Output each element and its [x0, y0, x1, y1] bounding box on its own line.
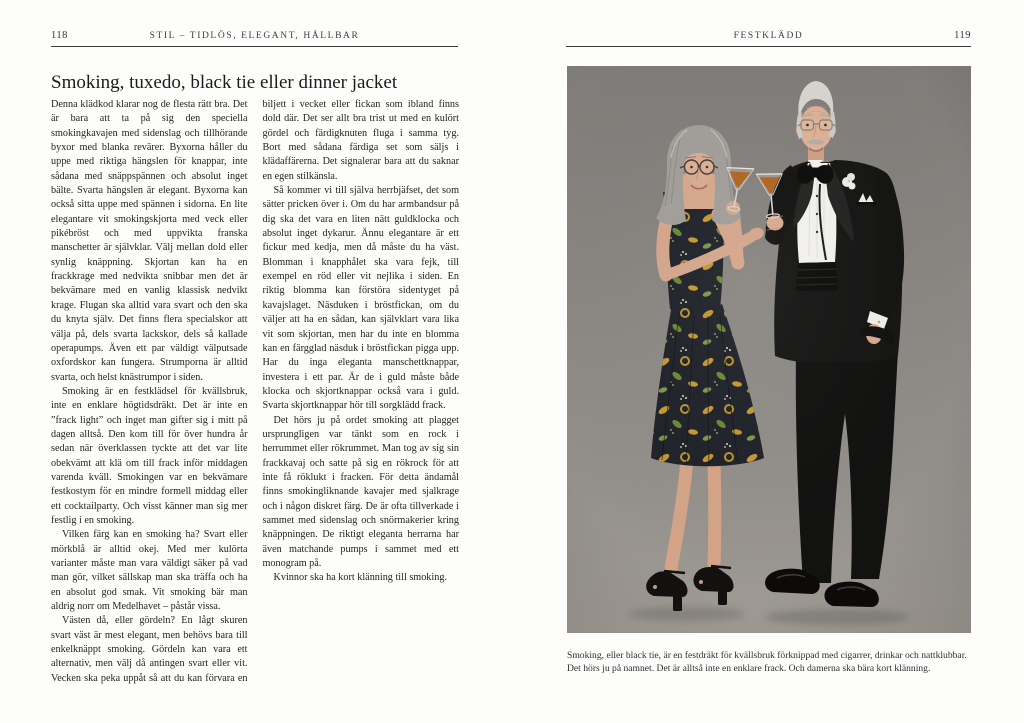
right-header-rule [566, 46, 971, 47]
article-columns [51, 98, 459, 700]
left-running-header: STIL – TIDLÖS, ELEGANT, HÅLLBAR [149, 31, 360, 41]
photo-vignette [567, 66, 971, 633]
right-page-number: 119 [954, 30, 971, 41]
body-paragraph: Vilken färg kan en smoking ha? Svart eller mörkblå är alltid okej. Med mer kulörta varianter måste man vara väldigt säker på vad man gör, vilket sällskap man ska träffa och ha en absolut god smak. Vit smoking bär man aldrig norr om Medelhavet – påstår vissa. [51, 529, 248, 613]
body-paragraph: Denna klädkod klarar nog de flesta rätt bra. Det är bara att ta på sig den speciella smokingkavajen med sidenslag och tillhörande byxor med blanka revärer. Byxorna håller du uppe med riktiga hängslen för knappar, inte sådana med snäppspännen och absolut inget bälte. Svarta hängslen är elegant. Byxorna kan också sitta uppe med spännen i sidorna. En lite elegantare vit smokingskjorta med veck eller pikébröst och med uppvikta franska manschetter är självklar. Välj mellan dold eller synlig knäppning. Skjortan kan ha en frackkrage med nedvikta snibbar men det är bekvämare med en vanlig klassisk nedvikt krage. Flugan ska alltid vara svart och den ska du knyta själv. Det finns flera specialskor att välja på, dels svarta lackskor, dels så kallade operapumps. Även ett par väldigt välputsade oxfordskor kan fungera. Strumporna är alltid svarta, och helst knästrumpor i siden. [51, 99, 248, 383]
body-paragraph: Smoking är en festklädsel för kvällsbruk, inte en enklare högtidsdräkt. Det är inte en ”frack light” och inget man gifter sig i mitt på dagen alltså. Den kom till för över hundra år sedan när överklassen tyckte att det var lite obekvämt att klä om till frack inför middagen varenda kväll. Smokingen var en bekvämare festkostym för en mindre formell middag eller ett cocktailparty. Och visst känner man sig mer festlig i en smoking. [51, 385, 248, 526]
body-paragraph: Kvinnor ska ha kort klänning till smoking. [273, 572, 447, 584]
body-paragraph: Så kommer vi till själva herrbjäfset, det som sätter pricken över i. Om du har armbandsur på dig ska det vara en liten nätt guldklocka och absolut inget dykarur. Ännu elegantare är ett fickur med kedja, men då måste du ha väst. Blomman i knapphålet ska vara fejk, till exempel en röd eller vit nejlika i siden. En riktig blomma kan förstöra sidentyget på kavajslaget. Näsduken i bröstfickan, om du väljer att ha en sådan, kan självklart vara lika vit som skjortan, men har du inte en blomma kan en färgglad näsduk i bröstfickan pigga upp. Har du inga eleganta manschettknappar, investera i ett par. Är de i guld måste både klocka och skjortknappar också vara i guld. Svarta skjortknappar hör till sorgklädd frack. [262, 185, 459, 412]
body-paragraph: Västen då, eller gördeln? En lågt skuren svart väst är mest elegant, men behövs bara till enkelknäppt smoking. Gördeln kan vara ett alternativ, men välj då antingen svart eller vit. Vecken ska peka uppåt så att du kan förvara en biljett i vecket eller fickan som ibland finns dold där. Det ser allt bra trist ut med en kulört gördel och färdigknuten fluga i samma tyg. Bort med sådana färdiga set som säljs i klädaffärerna. Det signalerar bara att du saknar en egen stilkänsla. [51, 99, 459, 684]
photo-caption: Smoking, eller black tie, är en festdräkt för kvällsbruk förknippad med cigarrer, drinkar och nattklubbar. Det hörs ju på namnet. Det är alltså inte en enklare frack. Och damerna ska bära kort klänning. [567, 649, 967, 674]
body-paragraph: Det hörs ju på ordet smoking att plagget ursprungligen var tänkt som en rock i herrummet eller rökrummet. Man tog av sig sin frackkavaj och satte på sig en rökrock för att inte få röklukt i fracken. För detta ändamål finns smokingliknande kavajer med sjalkrage och i någon diskret färg. De är ofta tillverkade i sammet med sidenslag och snörmakerier kring knäppningen. De riktigt eleganta herrarna har även matchande pumps i sammet med ett monogram på. [262, 414, 459, 569]
left-page-number: 118 [51, 30, 68, 41]
page-title: Smoking, tuxedo, black tie eller dinner jacket [51, 71, 398, 93]
right-running-header: FESTKLÄDD [733, 31, 804, 41]
couple-toasting-photo [567, 66, 971, 633]
left-header-rule [51, 46, 458, 47]
